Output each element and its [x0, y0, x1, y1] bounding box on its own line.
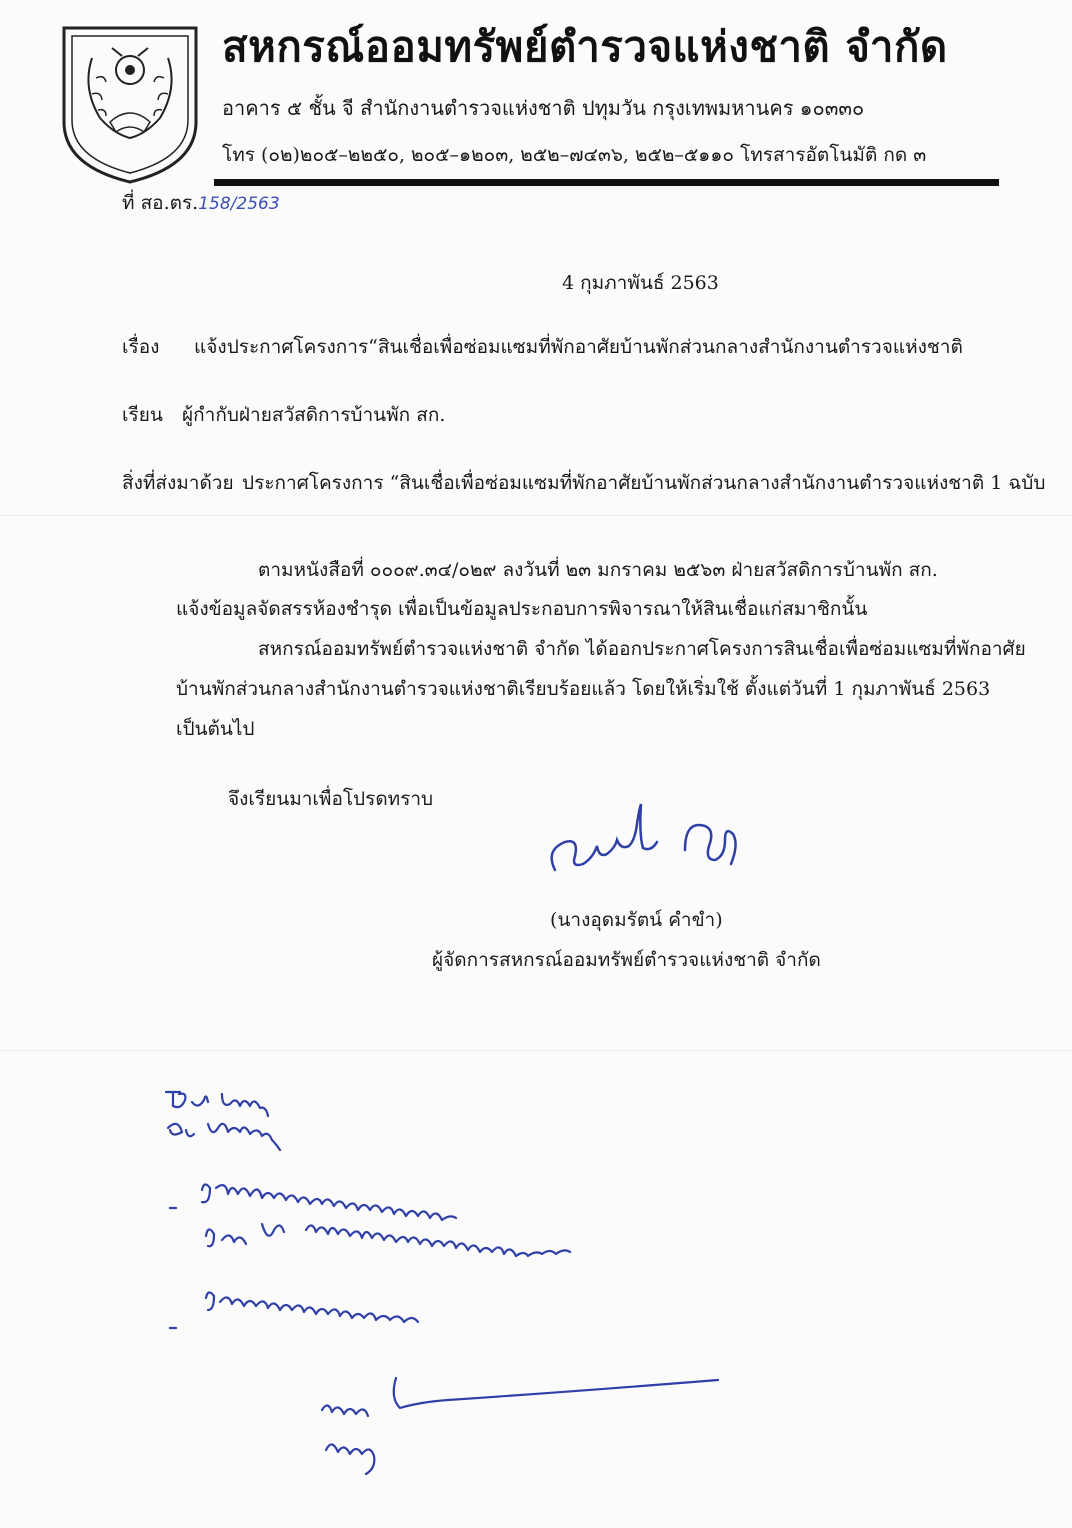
cooperative-logo [52, 18, 208, 186]
paper-fold-line [0, 1050, 1072, 1051]
recipient-label: เรียน [122, 404, 163, 426]
organization-name: สหกรณ์ออมทรัพย์ตำรวจแห่งชาติ จำกัด [222, 22, 948, 71]
enclosure-text: ประกาศโครงการ “สินเชื่อเพื่อซ่อมแซมที่พักอาศัยบ้านพักส่วนกลางสำนักงานตำรวจแห่งชาติ 1 ฉบับ [242, 472, 1046, 494]
organization-address: อาคาร ๕ ชั้น จี สำนักงานตำรวจแห่งชาติ ปทุมวัน กรุงเทพมหานคร ๑๐๓๓๐ [222, 96, 865, 120]
signer-name: (นางอุดมรัตน์ คำขำ) [550, 909, 723, 931]
enclosure-label: สิ่งที่ส่งมาด้วย [122, 472, 234, 494]
body-line: ตามหนังสือที่ ๐๐๐๙.๓๔/๐๒๙ ลงวันที่ ๒๓ มกราคม ๒๕๖๓ ฝ่ายสวัสดิการบ้านพัก สก. [258, 559, 938, 581]
closing-text: จึงเรียนมาเพื่อโปรดทราบ [228, 788, 434, 810]
reference-prefix: ที่ สอ.ตร. [122, 192, 199, 214]
subject-text: แจ้งประกาศโครงการ“สินเชื่อเพื่อซ่อมแซมที่พักอาศัยบ้านพักส่วนกลางสำนักงานตำรวจแห่งชาติ [194, 336, 963, 358]
subject-line [122, 332, 963, 362]
body-line: แจ้งข้อมูลจัดสรรห้องชำรุด เพื่อเป็นข้อมูลประกอบการพิจารณาให้สินเชื่อแก่สมาชิกนั้น [176, 598, 868, 620]
reference-handwritten-number: 158/2563 [198, 194, 280, 214]
header-rule [214, 179, 999, 186]
signer-title: ผู้จัดการสหกรณ์ออมทรัพย์ตำรวจแห่งชาติ จำกัด [432, 949, 821, 971]
enclosure-line [122, 468, 1045, 498]
paper-fold-line [0, 515, 1072, 516]
reference-number [122, 188, 280, 218]
recipient-text: ผู้กำกับฝ่ายสวัสดิการบ้านพัก สก. [182, 404, 446, 426]
handwritten-signature [535, 800, 755, 900]
subject-label: เรื่อง [122, 336, 160, 358]
handwritten-annotations [150, 1080, 850, 1480]
body-line: สหกรณ์ออมทรัพย์ตำรวจแห่งชาติ จำกัด ได้ออกประกาศโครงการสินเชื่อเพื่อซ่อมแซมที่พักอาศัย [258, 638, 1026, 660]
recipient-line [122, 400, 445, 430]
body-line: เป็นต้นไป [176, 718, 255, 740]
body-line: บ้านพักส่วนกลางสำนักงานตำรวจแห่งชาติเรียบร้อยแล้ว โดยให้เริ่มใช้ ตั้งแต่วันที่ 1 กุมภาพันธ์ 2563 [176, 678, 991, 700]
organization-phone: โทร (๐๒)๒๐๕–๒๒๕๐, ๒๐๕–๑๒๐๓, ๒๕๒–๗๔๓๖, ๒๕๒–๕๑๑๐ โทรสารอัตโนมัติ กด ๓ [222, 144, 927, 166]
letter-date: 4 กุมภาพันธ์ 2563 [562, 272, 719, 294]
